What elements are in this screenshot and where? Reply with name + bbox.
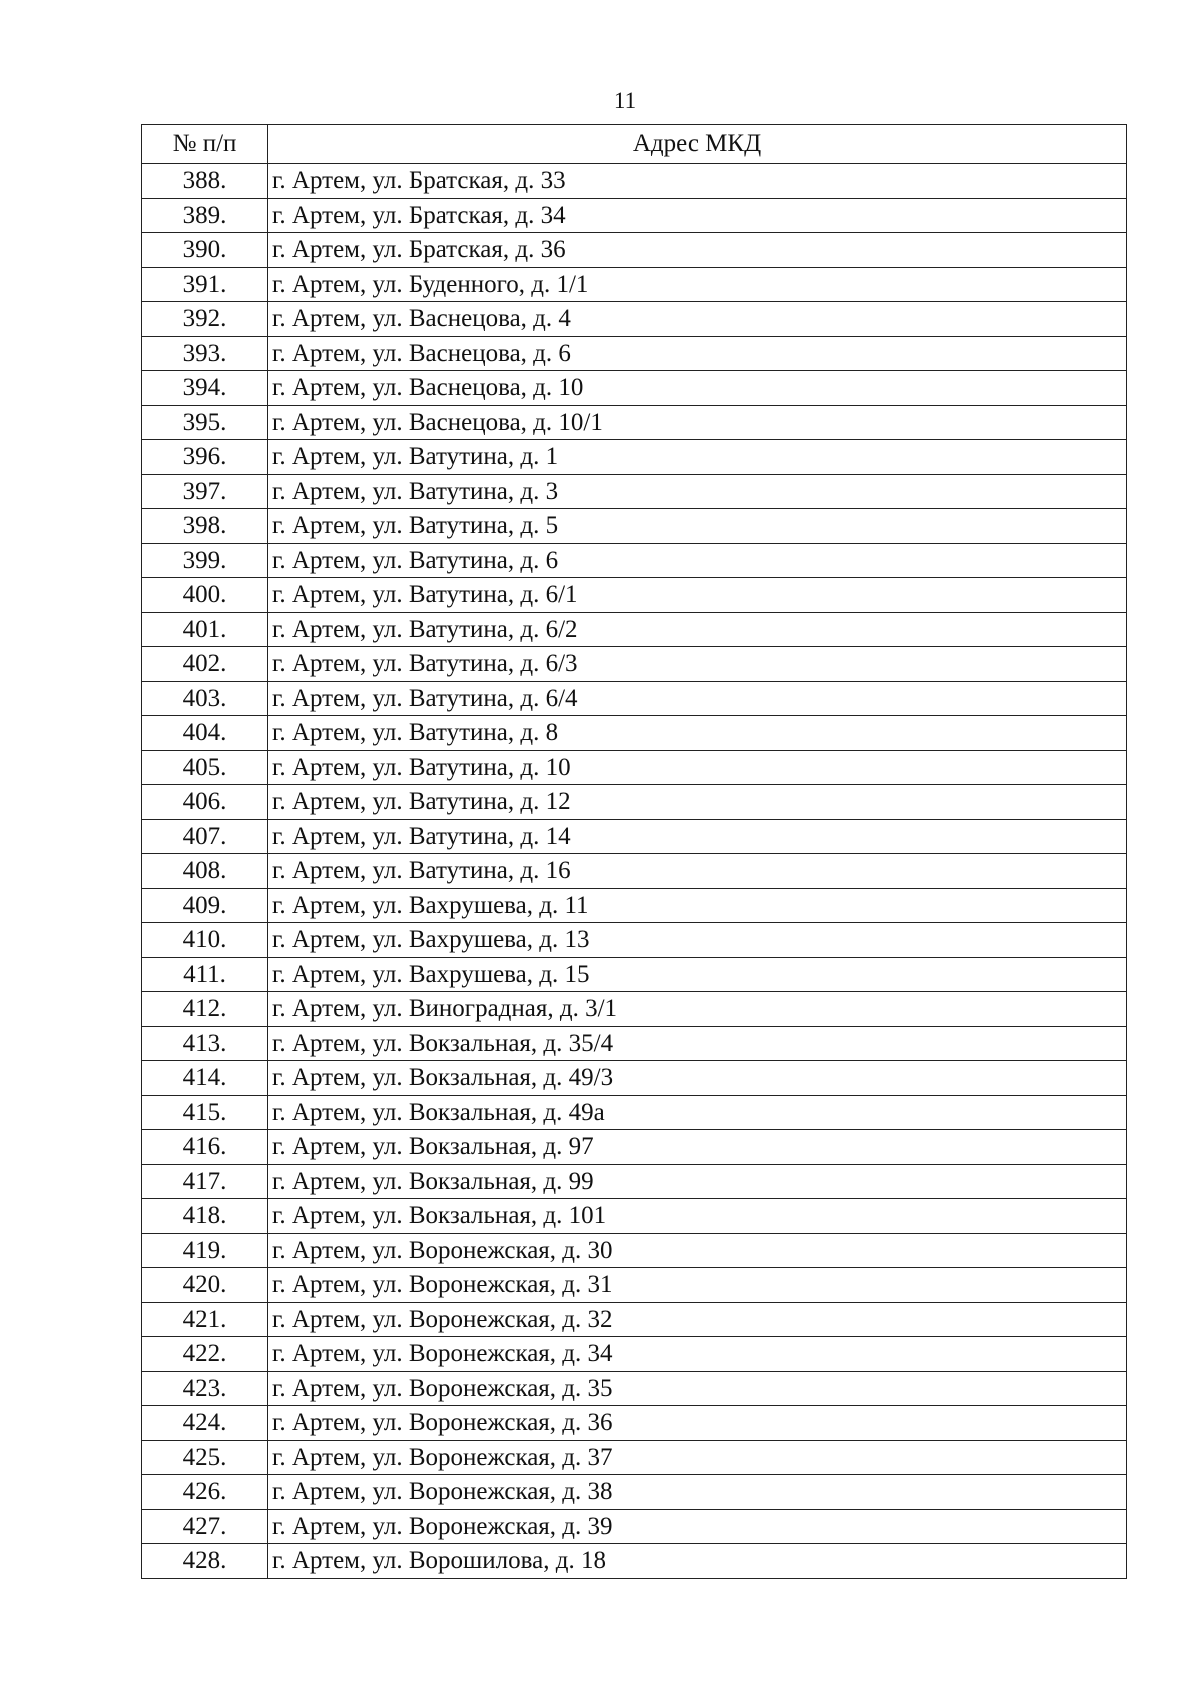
row-number: 411. bbox=[142, 957, 268, 992]
page-number: 11 bbox=[613, 88, 637, 113]
row-number: 391. bbox=[142, 267, 268, 302]
header-number: № п/п bbox=[142, 125, 268, 164]
row-address: г. Артем, ул. Вокзальная, д. 99 bbox=[268, 1164, 1127, 1199]
row-number: 393. bbox=[142, 336, 268, 371]
row-address: г. Артем, ул. Воронежская, д. 30 bbox=[268, 1233, 1127, 1268]
row-number: 427. bbox=[142, 1509, 268, 1544]
table-row bbox=[142, 1233, 1127, 1268]
row-number: 418. bbox=[142, 1199, 268, 1234]
address-table bbox=[141, 124, 1127, 1579]
row-number: 399. bbox=[142, 543, 268, 578]
header-row bbox=[142, 125, 1127, 164]
row-address: г. Артем, ул. Ватутина, д. 6/3 bbox=[268, 647, 1127, 682]
row-address: г. Артем, ул. Воронежская, д. 37 bbox=[268, 1440, 1127, 1475]
row-address: г. Артем, ул. Васнецова, д. 6 bbox=[268, 336, 1127, 371]
table-row bbox=[142, 233, 1127, 268]
row-number: 421. bbox=[142, 1302, 268, 1337]
row-address: г. Артем, ул. Воронежская, д. 38 bbox=[268, 1475, 1127, 1510]
row-number: 405. bbox=[142, 750, 268, 785]
table-row bbox=[142, 1130, 1127, 1165]
row-address: г. Артем, ул. Вахрушева, д. 13 bbox=[268, 923, 1127, 958]
table-body bbox=[142, 164, 1127, 1579]
row-number: 422. bbox=[142, 1337, 268, 1372]
table-row bbox=[142, 750, 1127, 785]
row-number: 392. bbox=[142, 302, 268, 337]
row-address: г. Артем, ул. Ватутина, д. 5 bbox=[268, 509, 1127, 544]
row-number: 420. bbox=[142, 1268, 268, 1303]
row-number: 398. bbox=[142, 509, 268, 544]
row-address: г. Артем, ул. Ватутина, д. 6/4 bbox=[268, 681, 1127, 716]
row-address: г. Артем, ул. Братская, д. 34 bbox=[268, 198, 1127, 233]
table-row bbox=[142, 647, 1127, 682]
row-address: г. Артем, ул. Вокзальная, д. 49/3 bbox=[268, 1061, 1127, 1096]
table-row bbox=[142, 992, 1127, 1027]
row-address: г. Артем, ул. Васнецова, д. 4 bbox=[268, 302, 1127, 337]
row-address: г. Артем, ул. Воронежская, д. 39 bbox=[268, 1509, 1127, 1544]
table-row bbox=[142, 819, 1127, 854]
row-address: г. Артем, ул. Ватутина, д. 6/1 bbox=[268, 578, 1127, 613]
row-number: 415. bbox=[142, 1095, 268, 1130]
row-address: г. Артем, ул. Вокзальная, д. 35/4 bbox=[268, 1026, 1127, 1061]
table-row bbox=[142, 543, 1127, 578]
row-address: г. Артем, ул. Вокзальная, д. 101 bbox=[268, 1199, 1127, 1234]
row-address: г. Артем, ул. Воронежская, д. 35 bbox=[268, 1371, 1127, 1406]
table-row bbox=[142, 854, 1127, 889]
table-row bbox=[142, 164, 1127, 199]
row-number: 416. bbox=[142, 1130, 268, 1165]
table-row bbox=[142, 578, 1127, 613]
row-number: 409. bbox=[142, 888, 268, 923]
row-address: г. Артем, ул. Братская, д. 36 bbox=[268, 233, 1127, 268]
header-address: Адрес МКД bbox=[268, 125, 1127, 164]
table-row bbox=[142, 785, 1127, 820]
row-number: 424. bbox=[142, 1406, 268, 1441]
row-address: г. Артем, ул. Ватутина, д. 8 bbox=[268, 716, 1127, 751]
table-row bbox=[142, 1061, 1127, 1096]
row-number: 412. bbox=[142, 992, 268, 1027]
row-number: 395. bbox=[142, 405, 268, 440]
row-address: г. Артем, ул. Вокзальная, д. 97 bbox=[268, 1130, 1127, 1165]
row-address: г. Артем, ул. Ватутина, д. 14 bbox=[268, 819, 1127, 854]
table-row bbox=[142, 716, 1127, 751]
table-row bbox=[142, 681, 1127, 716]
row-number: 389. bbox=[142, 198, 268, 233]
row-number: 407. bbox=[142, 819, 268, 854]
table-row bbox=[142, 1026, 1127, 1061]
row-address: г. Артем, ул. Ватутина, д. 6 bbox=[268, 543, 1127, 578]
row-address: г. Артем, ул. Васнецова, д. 10 bbox=[268, 371, 1127, 406]
table-row bbox=[142, 336, 1127, 371]
table-row bbox=[142, 440, 1127, 475]
table-row bbox=[142, 267, 1127, 302]
row-address: г. Артем, ул. Вахрушева, д. 11 bbox=[268, 888, 1127, 923]
table-row bbox=[142, 1268, 1127, 1303]
row-number: 408. bbox=[142, 854, 268, 889]
table-row bbox=[142, 1302, 1127, 1337]
row-address: г. Артем, ул. Виноградная, д. 3/1 bbox=[268, 992, 1127, 1027]
table-row bbox=[142, 1095, 1127, 1130]
table-row bbox=[142, 957, 1127, 992]
row-address: г. Артем, ул. Ватутина, д. 16 bbox=[268, 854, 1127, 889]
row-number: 417. bbox=[142, 1164, 268, 1199]
row-number: 426. bbox=[142, 1475, 268, 1510]
table-row bbox=[142, 371, 1127, 406]
row-number: 414. bbox=[142, 1061, 268, 1096]
table-row bbox=[142, 1199, 1127, 1234]
row-number: 425. bbox=[142, 1440, 268, 1475]
row-address: г. Артем, ул. Братская, д. 33 bbox=[268, 164, 1127, 199]
table-row bbox=[142, 1440, 1127, 1475]
row-number: 419. bbox=[142, 1233, 268, 1268]
table-row bbox=[142, 612, 1127, 647]
table-row bbox=[142, 509, 1127, 544]
row-number: 396. bbox=[142, 440, 268, 475]
row-number: 406. bbox=[142, 785, 268, 820]
table-row bbox=[142, 302, 1127, 337]
row-address: г. Артем, ул. Ватутина, д. 1 bbox=[268, 440, 1127, 475]
row-number: 403. bbox=[142, 681, 268, 716]
row-number: 401. bbox=[142, 612, 268, 647]
row-number: 413. bbox=[142, 1026, 268, 1061]
row-number: 423. bbox=[142, 1371, 268, 1406]
row-number: 394. bbox=[142, 371, 268, 406]
table-row bbox=[142, 1475, 1127, 1510]
table-header bbox=[142, 125, 1127, 164]
row-address: г. Артем, ул. Вахрушева, д. 15 bbox=[268, 957, 1127, 992]
row-address: г. Артем, ул. Ватутина, д. 12 bbox=[268, 785, 1127, 820]
table-row bbox=[142, 1371, 1127, 1406]
row-number: 402. bbox=[142, 647, 268, 682]
table-row bbox=[142, 474, 1127, 509]
table-row bbox=[142, 888, 1127, 923]
table-row bbox=[142, 1509, 1127, 1544]
row-number: 388. bbox=[142, 164, 268, 199]
row-number: 428. bbox=[142, 1544, 268, 1579]
table-row bbox=[142, 1164, 1127, 1199]
row-number: 390. bbox=[142, 233, 268, 268]
row-address: г. Артем, ул. Ворошилова, д. 18 bbox=[268, 1544, 1127, 1579]
table-row bbox=[142, 923, 1127, 958]
row-address: г. Артем, ул. Воронежская, д. 34 bbox=[268, 1337, 1127, 1372]
row-address: г. Артем, ул. Ватутина, д. 6/2 bbox=[268, 612, 1127, 647]
row-address: г. Артем, ул. Вокзальная, д. 49а bbox=[268, 1095, 1127, 1130]
row-address: г. Артем, ул. Воронежская, д. 31 bbox=[268, 1268, 1127, 1303]
row-address: г. Артем, ул. Воронежская, д. 32 bbox=[268, 1302, 1127, 1337]
table-row bbox=[142, 1337, 1127, 1372]
table-row bbox=[142, 1406, 1127, 1441]
row-number: 410. bbox=[142, 923, 268, 958]
row-address: г. Артем, ул. Воронежская, д. 36 bbox=[268, 1406, 1127, 1441]
row-address: г. Артем, ул. Васнецова, д. 10/1 bbox=[268, 405, 1127, 440]
table-row bbox=[142, 405, 1127, 440]
row-address: г. Артем, ул. Ватутина, д. 3 bbox=[268, 474, 1127, 509]
row-address: г. Артем, ул. Буденного, д. 1/1 bbox=[268, 267, 1127, 302]
row-number: 397. bbox=[142, 474, 268, 509]
table-row bbox=[142, 198, 1127, 233]
row-number: 400. bbox=[142, 578, 268, 613]
table-row bbox=[142, 1544, 1127, 1579]
row-address: г. Артем, ул. Ватутина, д. 10 bbox=[268, 750, 1127, 785]
row-number: 404. bbox=[142, 716, 268, 751]
